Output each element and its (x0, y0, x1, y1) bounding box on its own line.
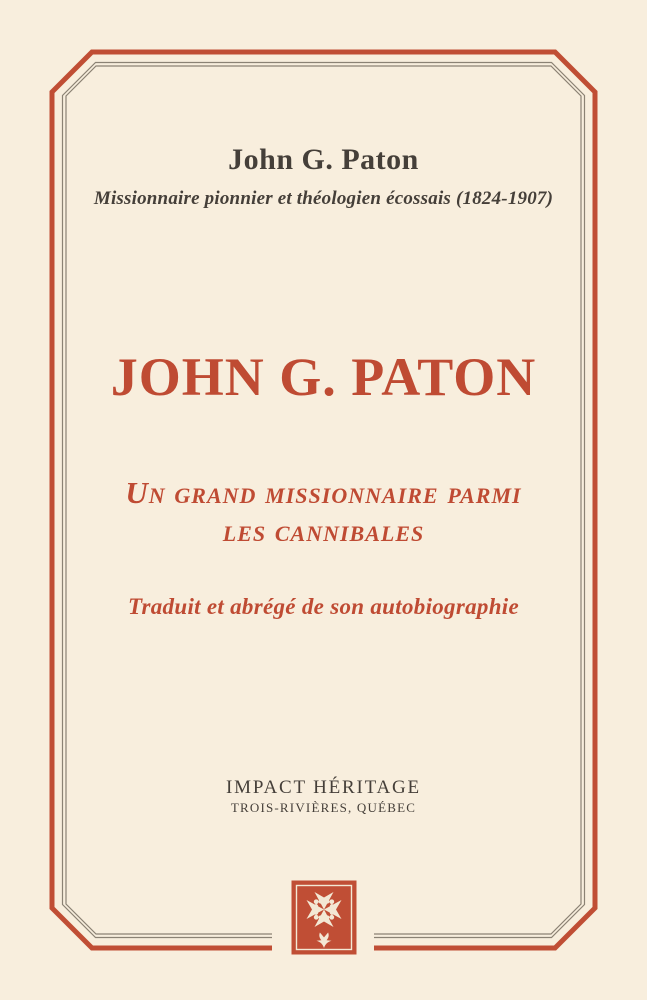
book-title: JOHN G. PATON (110, 347, 537, 407)
author-name: John G. Paton (228, 143, 419, 176)
book-subtitle (0, 474, 647, 550)
book-tagline: Traduit et abrégé de son autobiographie (128, 594, 519, 619)
publisher-logo (292, 881, 357, 955)
book-subtitle-line1: Un grand missionnaire parmi (125, 475, 522, 510)
publisher-location: TROIS-RIVIÈRES, QUÉBEC (230, 800, 417, 815)
book-subtitle-line2: les cannibales (222, 513, 425, 548)
publisher-name: IMPACT HÉRITAGE (226, 777, 421, 798)
author-descriptor: Missionnaire pionnier et théologien écossais (1824-1907) (93, 188, 554, 209)
